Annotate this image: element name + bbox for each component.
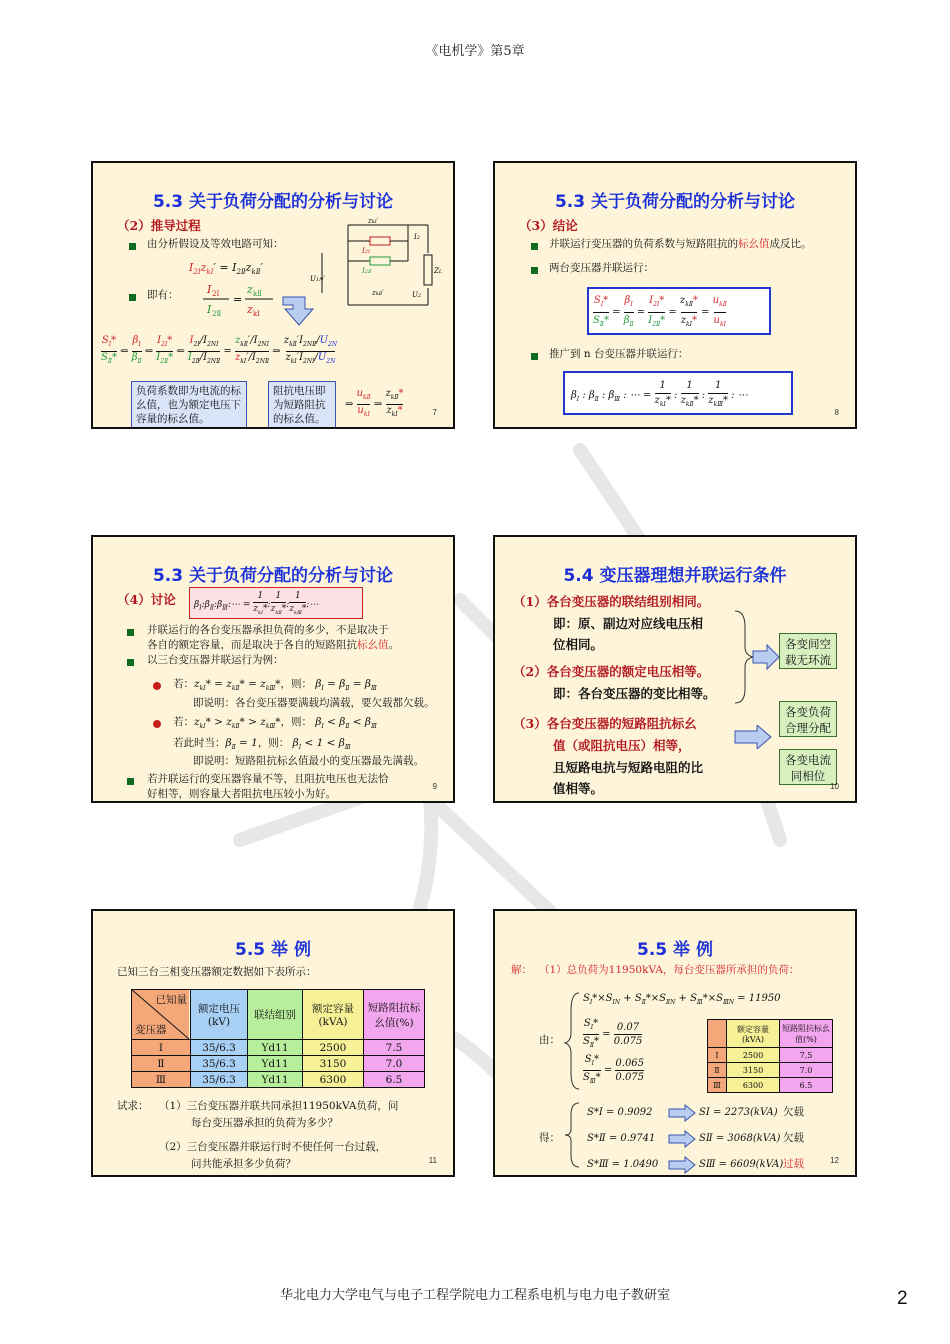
formula-equal-drop: $I_{2Ⅰ}z_{kⅠ}' = I_{2Ⅱ}z_{kⅡ}'$ [189,261,263,277]
table-header: 额定容量(kVA) [727,1020,780,1048]
slide-title: 5.3 关于负荷分配的分析与讨论 [152,566,394,586]
svg-text:zkⅡ′: zkⅡ′ [372,289,384,297]
svg-text:I2Ⅰ: I2Ⅰ [362,247,370,255]
slide-title: 5.3 关于负荷分配的分析与讨论 [554,192,796,212]
table-corner-cell [132,990,191,1040]
bullet-icon [127,659,134,666]
table-header: 短路阻抗标幺值(%) [780,1020,833,1048]
table-cell: 35/6.3 [191,1072,248,1088]
svg-text:kⅠ: kⅠ [253,310,261,318]
table-header: 联结组别 [248,990,303,1040]
right-arrow-icon [667,1130,697,1148]
table-cell: 2500 [303,1040,364,1056]
slide-number: 12 [830,1156,839,1165]
svg-text:2Ⅱ: 2Ⅱ [212,310,222,318]
formula-box-two-transformers [587,287,771,335]
table-cell: Ⅱ [132,1056,191,1072]
formula-box-n-transformers [563,371,793,415]
table-cell: Ⅱ [708,1063,727,1078]
case-2-explanation: 即说明：短路阻抗标幺值最小的变压器最先满载。 [193,755,424,767]
case-2-when: 若此时当：$\beta_Ⅱ = 1$，则： $\beta_Ⅰ < 1 < \beta_Ⅲ$ [173,737,351,752]
svg-text:zkⅠ′: zkⅠ′ [368,217,379,225]
bullet-text: 并联运行变压器的负荷系数与短路阻抗的标幺值成反比。 [549,238,812,250]
formula-impedance-ratio: ⇒ $u_{kⅡ}$ $u_{kⅠ}$ ⇒ $z_{kⅡ}*$ $z_{kⅠ}*$ [345,388,403,421]
result-no-circulating-current: 各变间空载无环流 [779,633,837,669]
svg-text:I2Ⅱ: I2Ⅱ [362,267,372,275]
formula-total-load: $S_Ⅰ*\times S_{ⅠN} + S_Ⅱ*\times S_{ⅡN} + S_Ⅲ*\times S_{ⅢN} = 11950$ [583,993,781,1006]
svg-text:kⅡ: kⅡ [253,290,262,298]
bullet-text: 好相等，则容量大者阻抗电压较小为好。 [147,788,336,800]
formula-current-ratio [201,279,281,319]
note-load-factor: 负荷系数即为电流的标幺值，也为额定电压下容量的标幺值。 [131,381,247,429]
slide-subtitle: （3）结论 [519,218,578,233]
corner-label-top: 已知量 [155,994,187,1006]
condition-2: （2）各台变压器的额定电压相等。 [513,664,710,679]
slide-number: 9 [432,782,437,791]
question-2: 问共能承担多少负荷？ [191,1158,296,1170]
bullet-text: 若并联运行的变压器容量不等，且阻抗电压也无法恰 [147,773,389,785]
formula-derivation-chain: $S_Ⅰ*$ $S_Ⅱ*$ ⇐ $\beta_Ⅰ$ $\beta_Ⅱ$ ⇐ $I_{2Ⅰ}*$ $I_{2Ⅱ}*$ ⇐ $I_{2Ⅰ}/I_{2NⅠ}$ $I_{2Ⅱ}/I_{2NⅡ} = z_{kⅡ}'/I_{2NⅠ}$ $z_{kⅠ}'/I_{2NⅡ}$ ⇒ $z_{kⅡ}'I_{2NⅡ}/U_{2N}$ $z_{kⅠ}'I_{2NⅠ}/U_{2N}$ [101,335,337,368]
svg-text:z: z [247,303,253,316]
formula-n-ratio: $\beta_Ⅰ$ : $\beta_Ⅱ$ : $\beta_Ⅲ$ : ⋯ = 1 $z_{kⅠ}*$ : 1 $z_{kⅡ}*$ : 1 $z_{kⅢ}*$ : ⋯ [571,379,748,412]
bullet-icon [531,353,538,360]
svg-text:U1N′: U1N′ [310,275,326,283]
result-per-unit: S*Ⅰ = 0.9092 [587,1107,653,1118]
formula-box-discussion [189,587,363,619]
page-number: 2 [897,1288,908,1309]
question-2: （2）三台变压器并联运行时不使任何一台过载， [159,1141,387,1153]
bullet-text: 以三台变压器并联运行为例： [147,654,284,666]
question-1: 每台变压器承担的负荷为多少？ [191,1117,338,1129]
case-2-condition: 若：$z_{kⅠ}* > z_{kⅡ}* > z_{kⅢ}*$，则： $\beta_Ⅰ < \beta_Ⅱ < \beta_Ⅲ$ [173,716,377,731]
bullet-text: 由分析假设及等效电路可知： [147,238,284,250]
bullet-icon [127,778,134,785]
condition-2-detail: 即：各台变压器的变比相等。 [553,686,716,701]
slide-subtitle: （4）讨论 [117,592,176,607]
brace-icon [563,991,583,1091]
corner-label-bottom: 变压器 [135,1024,167,1036]
result-current-in-phase: 各变电流同相位 [779,749,837,785]
slide-title: 5.5 举 例 [637,940,713,960]
bullet-icon [531,267,538,274]
slide-12 [493,909,857,1177]
result-load-kva: SⅠ = 2273(kVA) [699,1107,778,1118]
table-cell: 7.0 [364,1056,425,1072]
table-cell: 3150 [303,1056,364,1072]
table-cell: 6300 [727,1078,780,1093]
table-cell: 6300 [303,1072,364,1088]
condition-3-detail: 值相等。 [553,781,604,796]
result-per-unit: S*Ⅲ = 1.0490 [587,1159,659,1170]
table-cell: 7.5 [364,1040,425,1056]
slide-10 [493,535,857,803]
svg-text:z: z [247,283,253,296]
table-cell: Yd11 [248,1040,303,1056]
bullet-text: 各自的额定容量，而是取决于各自的短路阻抗标幺值。 [147,639,399,651]
slide-11 [91,909,455,1177]
bullet-icon [531,243,538,250]
equivalent-circuit-diagram [308,213,448,313]
table-cell: Yd11 [248,1072,303,1088]
table-cell: 7.5 [780,1048,833,1063]
slide-number: 11 [428,1156,437,1165]
table-cell: Ⅲ [708,1078,727,1093]
condition-1: （1）各台变压器的联结组别相同。 [513,594,710,609]
slide-title: 5.4 变压器理想并联运行条件 [563,566,787,586]
table-cell: Ⅰ [132,1040,191,1056]
table-cell: Ⅲ [132,1072,191,1088]
svg-text:=: = [233,293,243,306]
bullet-icon [129,294,136,301]
formula-discussion: $\beta_Ⅰ:\beta_Ⅱ:\beta_Ⅲ:\cdots = 1$ $z_{kⅠ}*:1$ $z_{kⅡ}*:1$ $z_{kⅢ}*:\cdots$ [194,590,318,619]
condition-3: 值（或阻抗电压）相等， [553,738,691,753]
table-cell: Yd11 [248,1056,303,1072]
slide-8 [493,161,857,429]
table-cell: 2500 [727,1048,780,1063]
bullet-dot-icon [153,682,161,690]
result-load-kva: SⅢ = 6609(kVA) [699,1159,784,1170]
given-label: 由： [539,1034,560,1046]
bullet-text: 即有： [147,289,179,301]
right-arrow-icon [667,1104,697,1122]
result-status: 欠载 [783,1132,804,1144]
page-footer: 华北电力大学电气与电子工程学院电力工程系电机与电力电子教研室 [279,1288,670,1303]
right-arrow-icon [667,1156,697,1174]
bullet-text: 并联运行的各台变压器承担负荷的多少，不是取决于 [147,624,389,636]
svg-text:ZL: ZL [434,267,443,275]
slide-7 [91,161,455,429]
svg-text:I: I [207,303,212,316]
table-cell: 35/6.3 [191,1056,248,1072]
formula-two-ratio: $S_Ⅰ*$ $S_Ⅱ* = \beta_Ⅰ$ $\beta_Ⅱ = I_{2Ⅰ}*$ $I_{2Ⅱ}* = z_{kⅡ}*$ $z_{kⅠ}* = u_{kⅡ}$ $u_{kⅠ}$ [593,293,727,332]
condition-3-detail: 且短路电抗与短路电阻的比 [553,760,704,775]
bullet-icon [129,243,136,250]
slide-title: 5.3 关于负荷分配的分析与讨论 [152,192,394,212]
brace-icon [563,1101,583,1169]
bullet-text: 推广到 n 台变压器并联运行： [549,348,689,360]
question-label: 试求： [117,1100,149,1112]
transformer-data-table [131,989,425,1088]
result-load-distribution: 各变负荷合理分配 [779,701,837,737]
note-impedance-voltage: 阻抗电压即为短路阻抗的标幺值。 [268,381,336,429]
bullet-icon [127,629,134,636]
bullet-text: 两台变压器并联运行： [549,262,654,274]
bullet-dot-icon [153,720,161,728]
result-status-overload: 过载 [783,1158,804,1170]
table-cell: 7.0 [780,1063,833,1078]
condition-3: （3）各台变压器的短路阻抗标幺 [513,716,697,731]
result-load-kva: SⅡ = 3068(kVA) [699,1133,781,1144]
table-header: 短路阻抗标幺值(%) [364,990,425,1040]
svg-text:2Ⅰ: 2Ⅰ [212,290,220,298]
table-cell: 6.5 [364,1072,425,1088]
brace-icon [731,607,781,707]
question-1: （1）三台变压器并联共同承担11950kVA负荷，问 [159,1100,399,1112]
slide-number: 10 [830,782,839,791]
solution-label: 解： [511,964,532,976]
solution-text: （1）总负荷为11950kVA，每台变压器所承担的负荷： [539,964,800,976]
result-status: 欠载 [783,1106,804,1118]
svg-text:I2: I2 [414,233,420,241]
table-cell: 35/6.3 [191,1040,248,1056]
result-per-unit: S*Ⅱ = 0.9741 [587,1133,656,1144]
svg-text:U2: U2 [412,291,422,299]
table-cell: 6.5 [780,1078,833,1093]
result-label: 得： [539,1132,560,1144]
slide-subtitle: （2）推导过程 [117,218,201,233]
svg-text:I: I [207,283,212,296]
condition-1-detail: 位相同。 [553,637,604,652]
table-header: 额定电压(kV) [191,990,248,1040]
table-cell: 3150 [727,1063,780,1078]
table-header: 额定容量(kVA) [303,990,364,1040]
down-arrow-icon [281,293,321,327]
slide-9 [91,535,455,803]
right-arrow-icon [733,725,773,749]
case-1-condition: 若：$z_{kⅠ}* = z_{kⅡ}* = z_{kⅢ}*$，则： $\beta_Ⅰ = \beta_Ⅱ = \beta_Ⅲ$ [173,678,377,693]
slide-number: 8 [834,408,839,417]
slide-number: 7 [432,408,437,417]
table-corner-cell [708,1020,727,1048]
slide-title: 5.5 举 例 [235,940,311,960]
condition-1-detail: 即：原、副边对应线电压相 [553,616,704,631]
mini-data-table [707,1019,833,1093]
formula-ratio-1-2: $S_Ⅰ*$ $S_Ⅱ* = 0.07$ 0.075 [583,1017,642,1052]
formula-ratio-1-3: $S_Ⅰ*$ $S_Ⅲ* = 0.065$ 0.075 [583,1053,644,1088]
example-intro: 已知三台三相变压器额定数据如下表所示： [117,966,317,978]
page-header: 《电机学》第5章 [425,44,525,59]
case-1-explanation: 即说明：各台变压器要满载均满载，要欠载都欠载。 [193,697,435,709]
table-cell: Ⅰ [708,1048,727,1063]
